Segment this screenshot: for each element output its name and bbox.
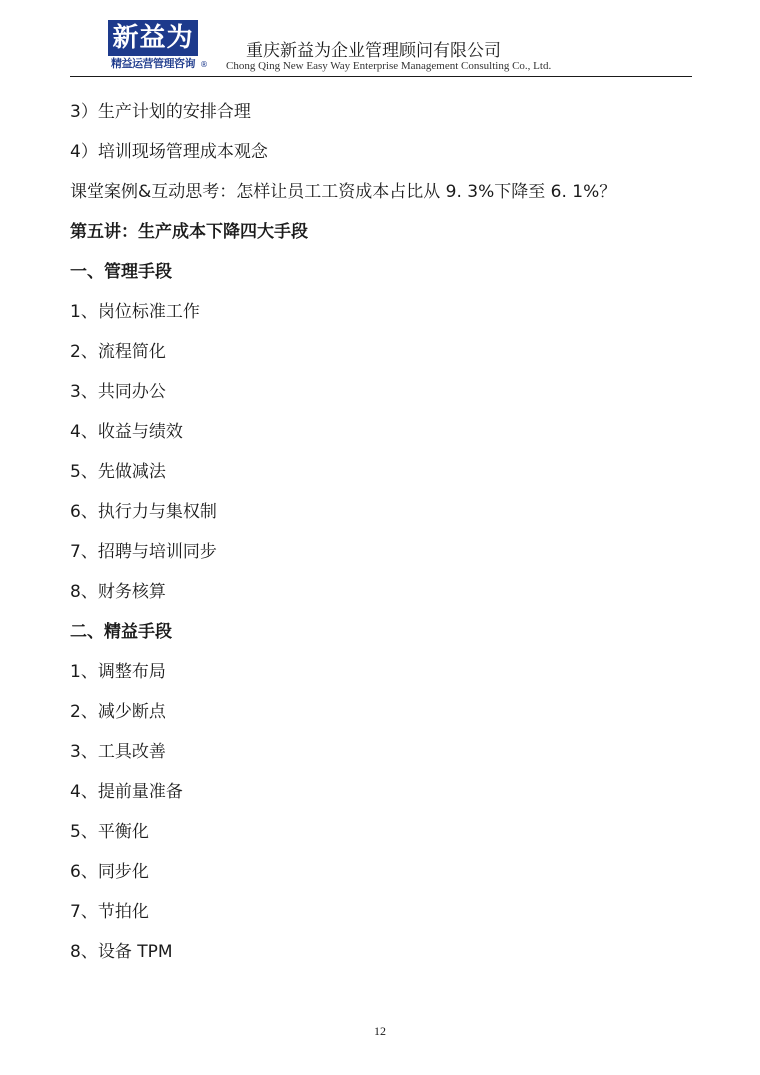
list-item: 8、财务核算 [70,582,166,602]
list-item: 7、招聘与培训同步 [70,542,217,562]
list-item: 3、共同办公 [70,382,166,402]
list-item: 7、节拍化 [70,902,149,922]
document-body [70,96,692,976]
list-item: 5、平衡化 [70,822,149,842]
text-line: 3）生产计划的安排合理 [70,102,251,122]
list-item: 2、流程简化 [70,342,166,362]
registered-mark: ® [200,60,208,69]
list-item: 6、执行力与集权制 [70,502,217,522]
company-name-english: Chong Qing New Easy Way Enterprise Management Consulting Co., Ltd. [226,60,552,72]
text-line: 4）培训现场管理成本观念 [70,142,268,162]
logo-main-text: 新益为 [108,20,198,56]
company-logo [108,20,208,70]
list-item: 3、工具改善 [70,742,166,762]
list-item: 1、调整布局 [70,662,166,682]
list-item: 6、同步化 [70,862,149,882]
company-name-chinese: 重庆新益为企业管理顾问有限公司 [246,41,501,61]
section-heading: 第五讲：生产成本下降四大手段 [70,222,308,242]
subsection-heading: 一、管理手段 [70,262,172,282]
list-item: 4、收益与绩效 [70,422,183,442]
header-divider [70,76,692,77]
text-line: 课堂案例&互动思考：怎样让员工工资成本占比从 9. 3%下降至 6. 1%？ [70,182,617,202]
page-number: 12 [374,1024,386,1038]
list-item: 8、设备 TPM [70,942,173,962]
list-item: 4、提前量准备 [70,782,183,802]
subsection-heading: 二、精益手段 [70,622,172,642]
logo-sub-text: 精益运营管理咨询 [111,57,195,70]
list-item: 1、岗位标准工作 [70,302,200,322]
list-item: 5、先做减法 [70,462,166,482]
page-header [0,0,760,80]
list-item: 2、减少断点 [70,702,166,722]
